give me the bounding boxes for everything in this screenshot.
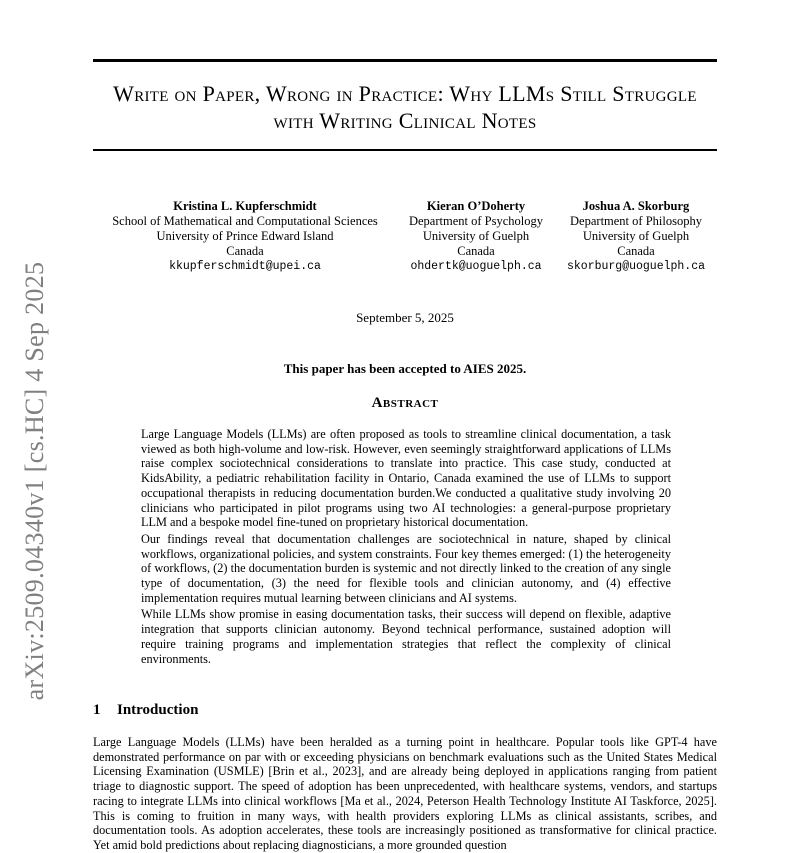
author-email[interactable]: ohdertk@uoguelph.ca — [410, 260, 542, 273]
abstract-heading: Abstract — [371, 395, 439, 411]
author-email[interactable]: kkupferschmidt@upei.ca — [169, 260, 321, 273]
author-country: Canada — [457, 244, 495, 258]
section-number: 1 — [93, 702, 101, 718]
author-department: School of Mathematical and Computational Sciences — [112, 214, 378, 228]
author-name: Kristina L. Kupferschmidt — [173, 199, 317, 213]
acceptance-note: This paper has been accepted to AIES 2025. — [283, 361, 527, 376]
title-rule-top — [93, 59, 717, 62]
author-block — [560, 199, 712, 274]
author-university: University of Guelph — [422, 229, 530, 243]
author-country: Canada — [617, 244, 655, 258]
author-block — [98, 199, 392, 274]
author-university: University of Prince Edward Island — [156, 229, 334, 243]
author-name: Joshua A. Skorburg — [582, 199, 690, 213]
author-email[interactable]: skorburg@uoguelph.ca — [566, 260, 706, 273]
section-title: Introduction — [117, 702, 199, 718]
author-country: Canada — [226, 244, 264, 258]
abstract-paragraph: Our findings reveal that documentation challenges are sociotechnical in nature, shaped by clinical workflows, organizational policies, and system constraints. Four key themes emerged: (1) the heterogeneity of workflows, (2) the documentation burden is systemic and not directly linked to the creation of any single type of documentation, (3) the need for flexible tools and clinician autonomy, and (4) effective implementation requires mutual learning between clinicians and AI systems. — [141, 531, 671, 605]
title-rule-bottom — [93, 149, 717, 151]
author-block — [400, 199, 552, 274]
paper-title: Write on Paper, Wrong in Practice: Why LLMs Still Struggle with Writing Clinical Notes — [113, 81, 697, 133]
abstract-paragraph: While LLMs show promise in easing documentation tasks, their success will depend on flexible, adaptive integration that supports clinician autonomy. Beyond technical performance, sustained adoption will require training programs and implementation strategies that reflect the complexity of clinical environments. — [141, 607, 671, 666]
author-name: Kieran O’Doherty — [426, 199, 526, 213]
section-body — [93, 735, 717, 853]
author-department: Department of Philosophy — [570, 214, 702, 228]
arxiv-stamp-text: arXiv:2509.04340v1 [cs.HC] 4 Sep 2025 — [20, 261, 49, 701]
author-university: University of Guelph — [582, 229, 690, 243]
section-heading — [93, 702, 198, 719]
abstract-body — [141, 427, 671, 668]
abstract-paragraph: Large Language Models (LLMs) are often proposed as tools to streamline clinical documentation, a task viewed as both high-volume and low-risk. However, even seemingly straightforward applications of LLMs raise complex sociotechnical considerations to translate into practice. This case study, conducted at KidsAbility, a pediatric rehabilitation facility in Ontario, Canada examined the use of LLMs to support occupational therapists in reducing documentation burden.We conducted a qualitative study involving 20 clinicians who participated in pilot programs using two AI technologies: a general-purpose proprietary LLM and a bespoke model fine-tuned on proprietary historical documentation. — [141, 427, 671, 530]
body-paragraph: Large Language Models (LLMs) have been heralded as a turning point in healthcare. Popular tools like GPT-4 have demonstrated performance on par with or exceeding physicians on benchmark evaluations such as the United States Medical Licensing Examination (USMLE) [Brin et al., 2023], and are already being deployed in applications ranging from patient triage to diagnostic support. The speed of adoption has been unprecedented, with healthcare systems, vendors, and startups racing to integrate LLMs into clinical workflows [Ma et al., 2024, Peterson Health Technology Institute AI Taskforce, 2025]. This is coming to fruition in many ways, with health providers exploring LLMs as clinical assistants, scribes, and documentation tools. As adoption accelerates, these tools are increasingly positioned as transformative for clinical practice. Yet amid bold predictions about replacing diagnosticians, a more grounded question — [93, 735, 717, 852]
author-department: Department of Psychology — [408, 214, 543, 228]
publication-date: September 5, 2025 — [356, 310, 454, 325]
